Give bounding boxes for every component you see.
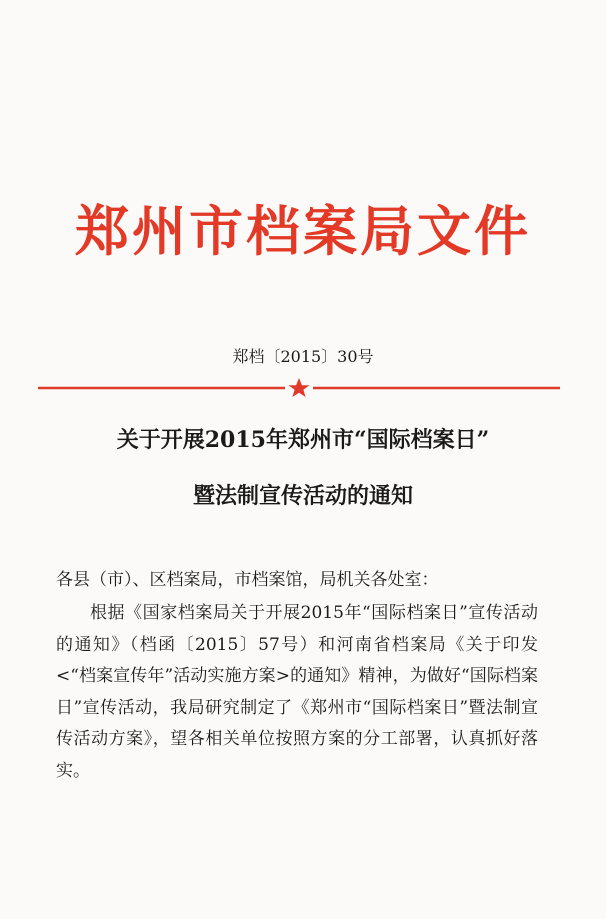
- star-icon: [289, 378, 310, 397]
- salutation: 各县（市）、区档案局，市档案馆，局机关各处室：: [56, 570, 439, 590]
- body-paragraph: 根据《国家档案局关于开展2015年“国际档案日”宣传活动的通知》（档函〔2015〕57号）和河南省档案局《关于印发<“档案宣传年”活动实施方案>的通知》精神，为做好“国际档案日”宣传活动，我局研究制定了《郑州市“国际档案日”暨法制宣传活动方案》，望各相关单位按照方案的分工部署，认真抓好落实。: [56, 603, 538, 781]
- masthead-title: 郑州市档案局文件: [75, 200, 531, 263]
- red-divider-with-star: [38, 377, 560, 403]
- notice-title-line-2: 暨法制宣传活动的通知: [192, 483, 413, 509]
- document-number: 郑档〔2015〕30号: [232, 347, 374, 366]
- notice-title-line-1: 关于开展2015年郑州市“国际档案日”: [116, 427, 490, 453]
